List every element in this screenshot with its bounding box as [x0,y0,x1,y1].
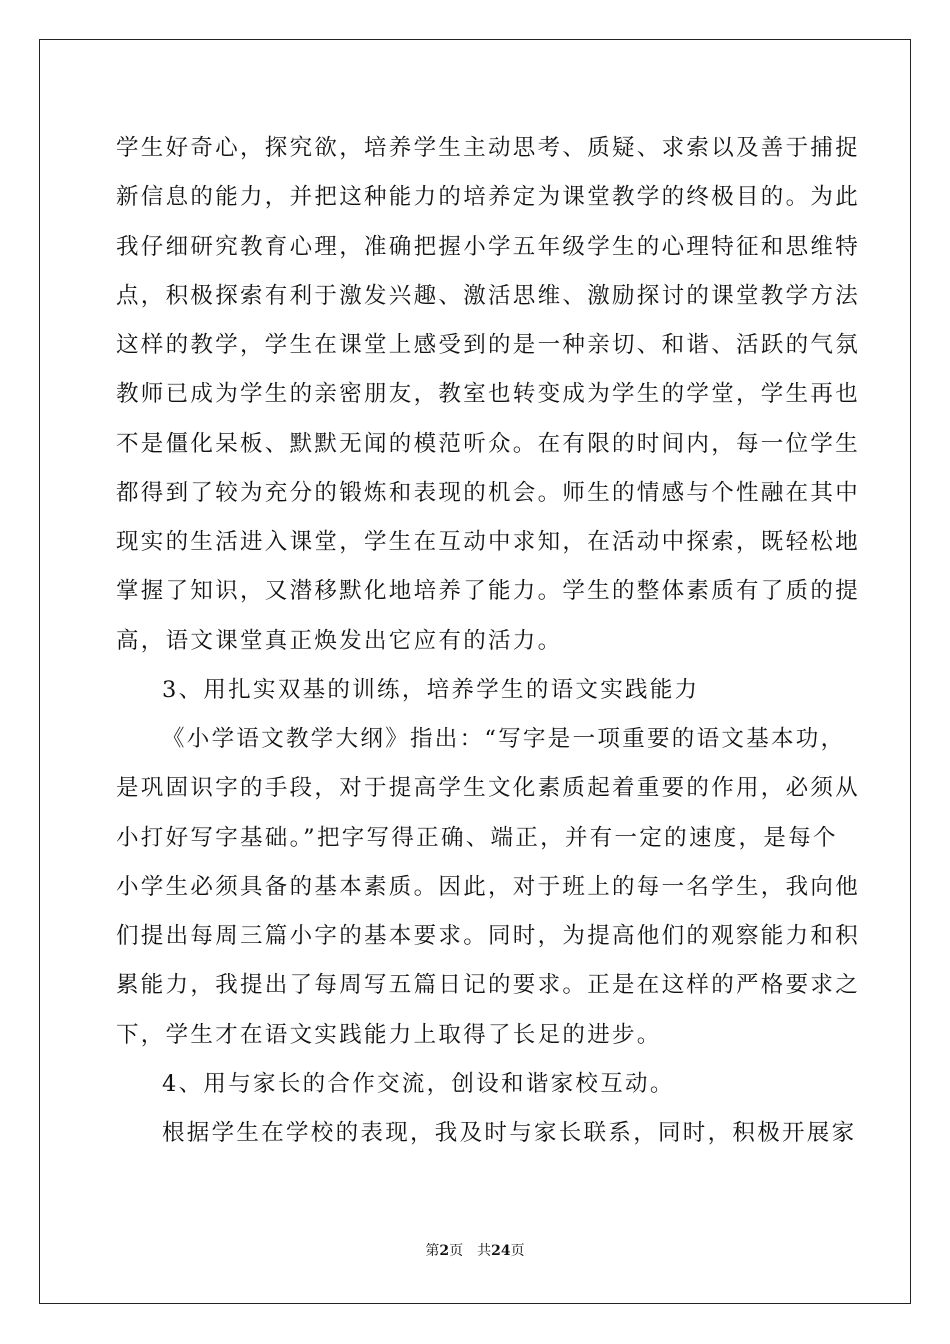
text-line: 这样的教学，学生在课堂上感受到的是一种亲切、和谐、活跃的气氛 [116,332,861,358]
page-footer [0,1241,950,1261]
document-body [116,124,861,1158]
text-line: 小学生必须具备的基本素质。因此，对于班上的每一名学生，我向他 [116,873,861,900]
page-prefix: 第 [425,1243,440,1259]
text-line: 都得到了较为充分的锻炼和表现的机会。师生的情感与个性融在其中 [116,479,861,506]
text-line: 掌握了知识，又潜移默化地培养了能力。学生的整体素质有了质的提 [116,578,861,605]
text-line: 不是僵化呆板、默默无闻的模范听众。在有限的时间内，每一位学生 [116,430,861,457]
text-line: 是巩固识字的手段，对于提高学生文化素质起着重要的作用，必须从 [116,775,861,802]
text-line: 学生好奇心，探究欲，培养学生主动思考、质疑、求索以及善于捕捉 [116,135,861,161]
total-page-count: 24 [491,1243,511,1259]
text-line: 现实的生活进入课堂，学生在互动中求知，在活动中探索，既轻松地 [116,529,861,555]
current-page-number: 2 [439,1243,450,1259]
text-line: 教师已成为学生的亲密朋友，教室也转变成为学生的学堂，学生再也 [116,381,861,408]
text-line: 们提出每周三篇小字的基本要求。同时，为提高他们的观察能力和积 [116,923,861,949]
text-line: 点，积极探索有利于激发兴趣、激活思维、激励探讨的课堂教学方法 [116,282,861,309]
text-line: 累能力，我提出了每周写五篇日记的要求。正是在这样的严格要求之 [116,972,861,999]
total-suffix: 页 [510,1243,525,1259]
page-suffix: 页 [449,1243,464,1259]
paragraph-start: 根据学生在学校的表现，我及时与家长联系，同时，积极开展家 [162,1120,857,1146]
section-heading-3: 3、用扎实双基的训练，培养学生的语文实践能力 [162,676,700,703]
section-heading-4: 4、用与家长的合作交流，创设和谐家校互动。 [162,1070,675,1097]
text-line: 小打好写字基础。”把字写得正确、端正，并有一定的速度，是每个 [116,824,838,851]
paragraph-start: 《小学语文教学大纲》指出：“写字是一项重要的语文基本功， [162,726,846,752]
text-line: 新信息的能力，并把这种能力的培养定为课堂教学的终极目的。为此 [116,184,861,211]
total-prefix: 共 [477,1243,492,1259]
text-line: 高，语文课堂真正焕发出它应有的活力。 [116,627,563,654]
text-line: 我仔细研究教育心理，准确把握小学五年级学生的心理特征和思维特 [116,233,861,260]
text-line: 下，学生才在语文实践能力上取得了长足的进步。 [116,1021,662,1048]
